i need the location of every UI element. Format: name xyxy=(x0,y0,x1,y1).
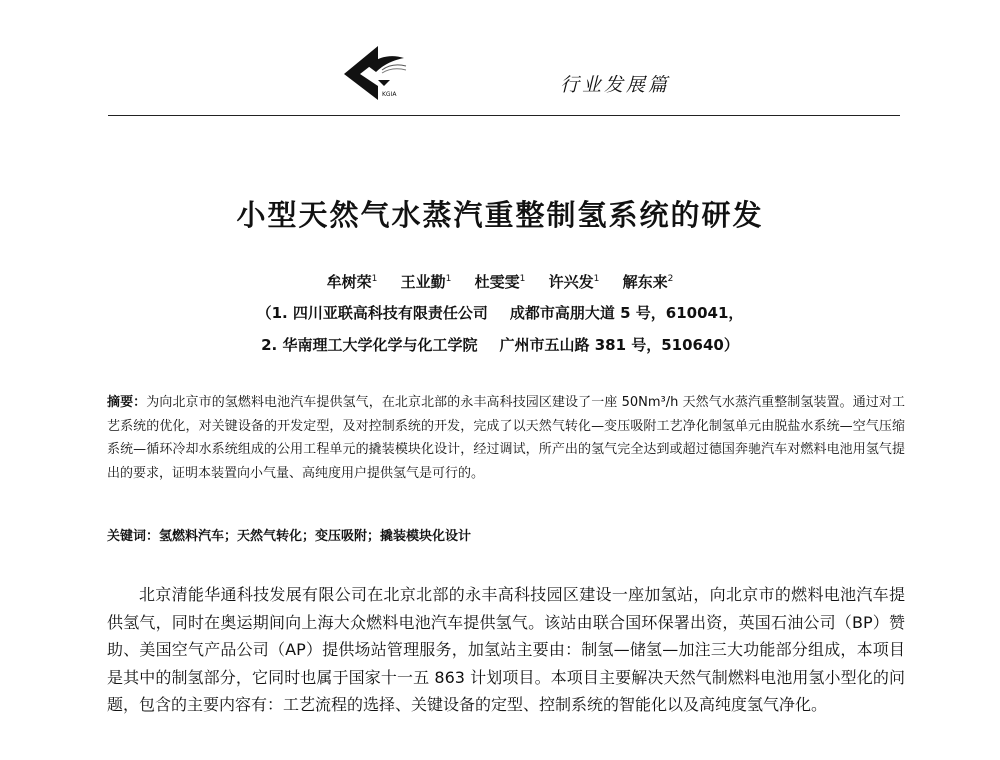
affiliation-1 xyxy=(0,302,1000,323)
author: 解东来$^2$ xyxy=(622,273,674,291)
abstract-text: 为向北京市的氢燃料电池汽车提供氢气，在北京北部的永丰高科技园区建设了一座 50Nm³/h 天然气水蒸汽重整制氢装置。通过对工艺系统的优化，对关键设备的开发定型，及对控制系统的开发，完成了以天然气转化—变压吸附工艺净化制氢单元由脱盐水系统—空气压缩系统—循环冷却水系统组成的公用工程单元的撬装模块化设计，经过调试，所产出的氢气完全达到或超过德国奔驰汽车对燃料电池用氢气提出的要求，证明本装置向小气量、高纯度用户提供氢气是可行的。 xyxy=(107,395,905,481)
author: 许兴发$^1$ xyxy=(548,273,600,291)
kgia-logo-icon xyxy=(338,42,410,102)
keywords xyxy=(107,525,905,544)
affiliation-2 xyxy=(0,334,1000,355)
page-header xyxy=(0,0,1000,120)
keywords-text: 氢燃料汽车；天然气转化；变压吸附；撬装模块化设计 xyxy=(159,529,472,544)
author-list xyxy=(0,271,1000,292)
header-divider xyxy=(108,115,900,116)
author: 王业勤$^1$ xyxy=(400,273,452,291)
section-title: 行业发展篇 xyxy=(560,74,671,96)
body-paragraph: 北京清能华通科技发展有限公司在北京北部的永丰高科技园区建设一座加氢站，向北京市的燃料电池汽车提供氢气，同时在奥运期间向上海大众燃料电池汽车提供氢气。该站由联合国环保署出资，英国石油公司（BP）赞助、美国空气产品公司（AP）提供场站管理服务，加氢站主要由：制氢—储氢—加注三大功能部分组成，本项目是其中的制氢部分，它同时也属于国家十一五 863 计划项目。本项目主要解决天然气制燃料电池用氢小型化的问题，包含的主要内容有：工艺流程的选择、关键设备的定型、控制系统的智能化以及高纯度氢气净化。 xyxy=(107,585,905,715)
abstract xyxy=(107,391,905,485)
affiliation-1-org: （1. 四川亚联高科技有限责任公司 xyxy=(256,304,488,322)
author: 牟树荣$^1$ xyxy=(326,273,378,291)
paper-title: 小型天然气水蒸汽重整制氢系统的研发 xyxy=(236,198,764,232)
abstract-label: 摘要： xyxy=(107,395,147,410)
keywords-label: 关键词： xyxy=(107,529,160,544)
logo-text: KGIA xyxy=(382,91,397,98)
affiliation-1-addr: 成都市高朋大道 5 号，610041， xyxy=(509,304,744,322)
author: 杜雯雯$^1$ xyxy=(474,273,526,291)
affiliation-2-org: 2. 华南理工大学化学与化工学院 xyxy=(261,336,478,354)
affiliation-2-addr: 广州市五山路 381 号，510640） xyxy=(499,336,739,354)
